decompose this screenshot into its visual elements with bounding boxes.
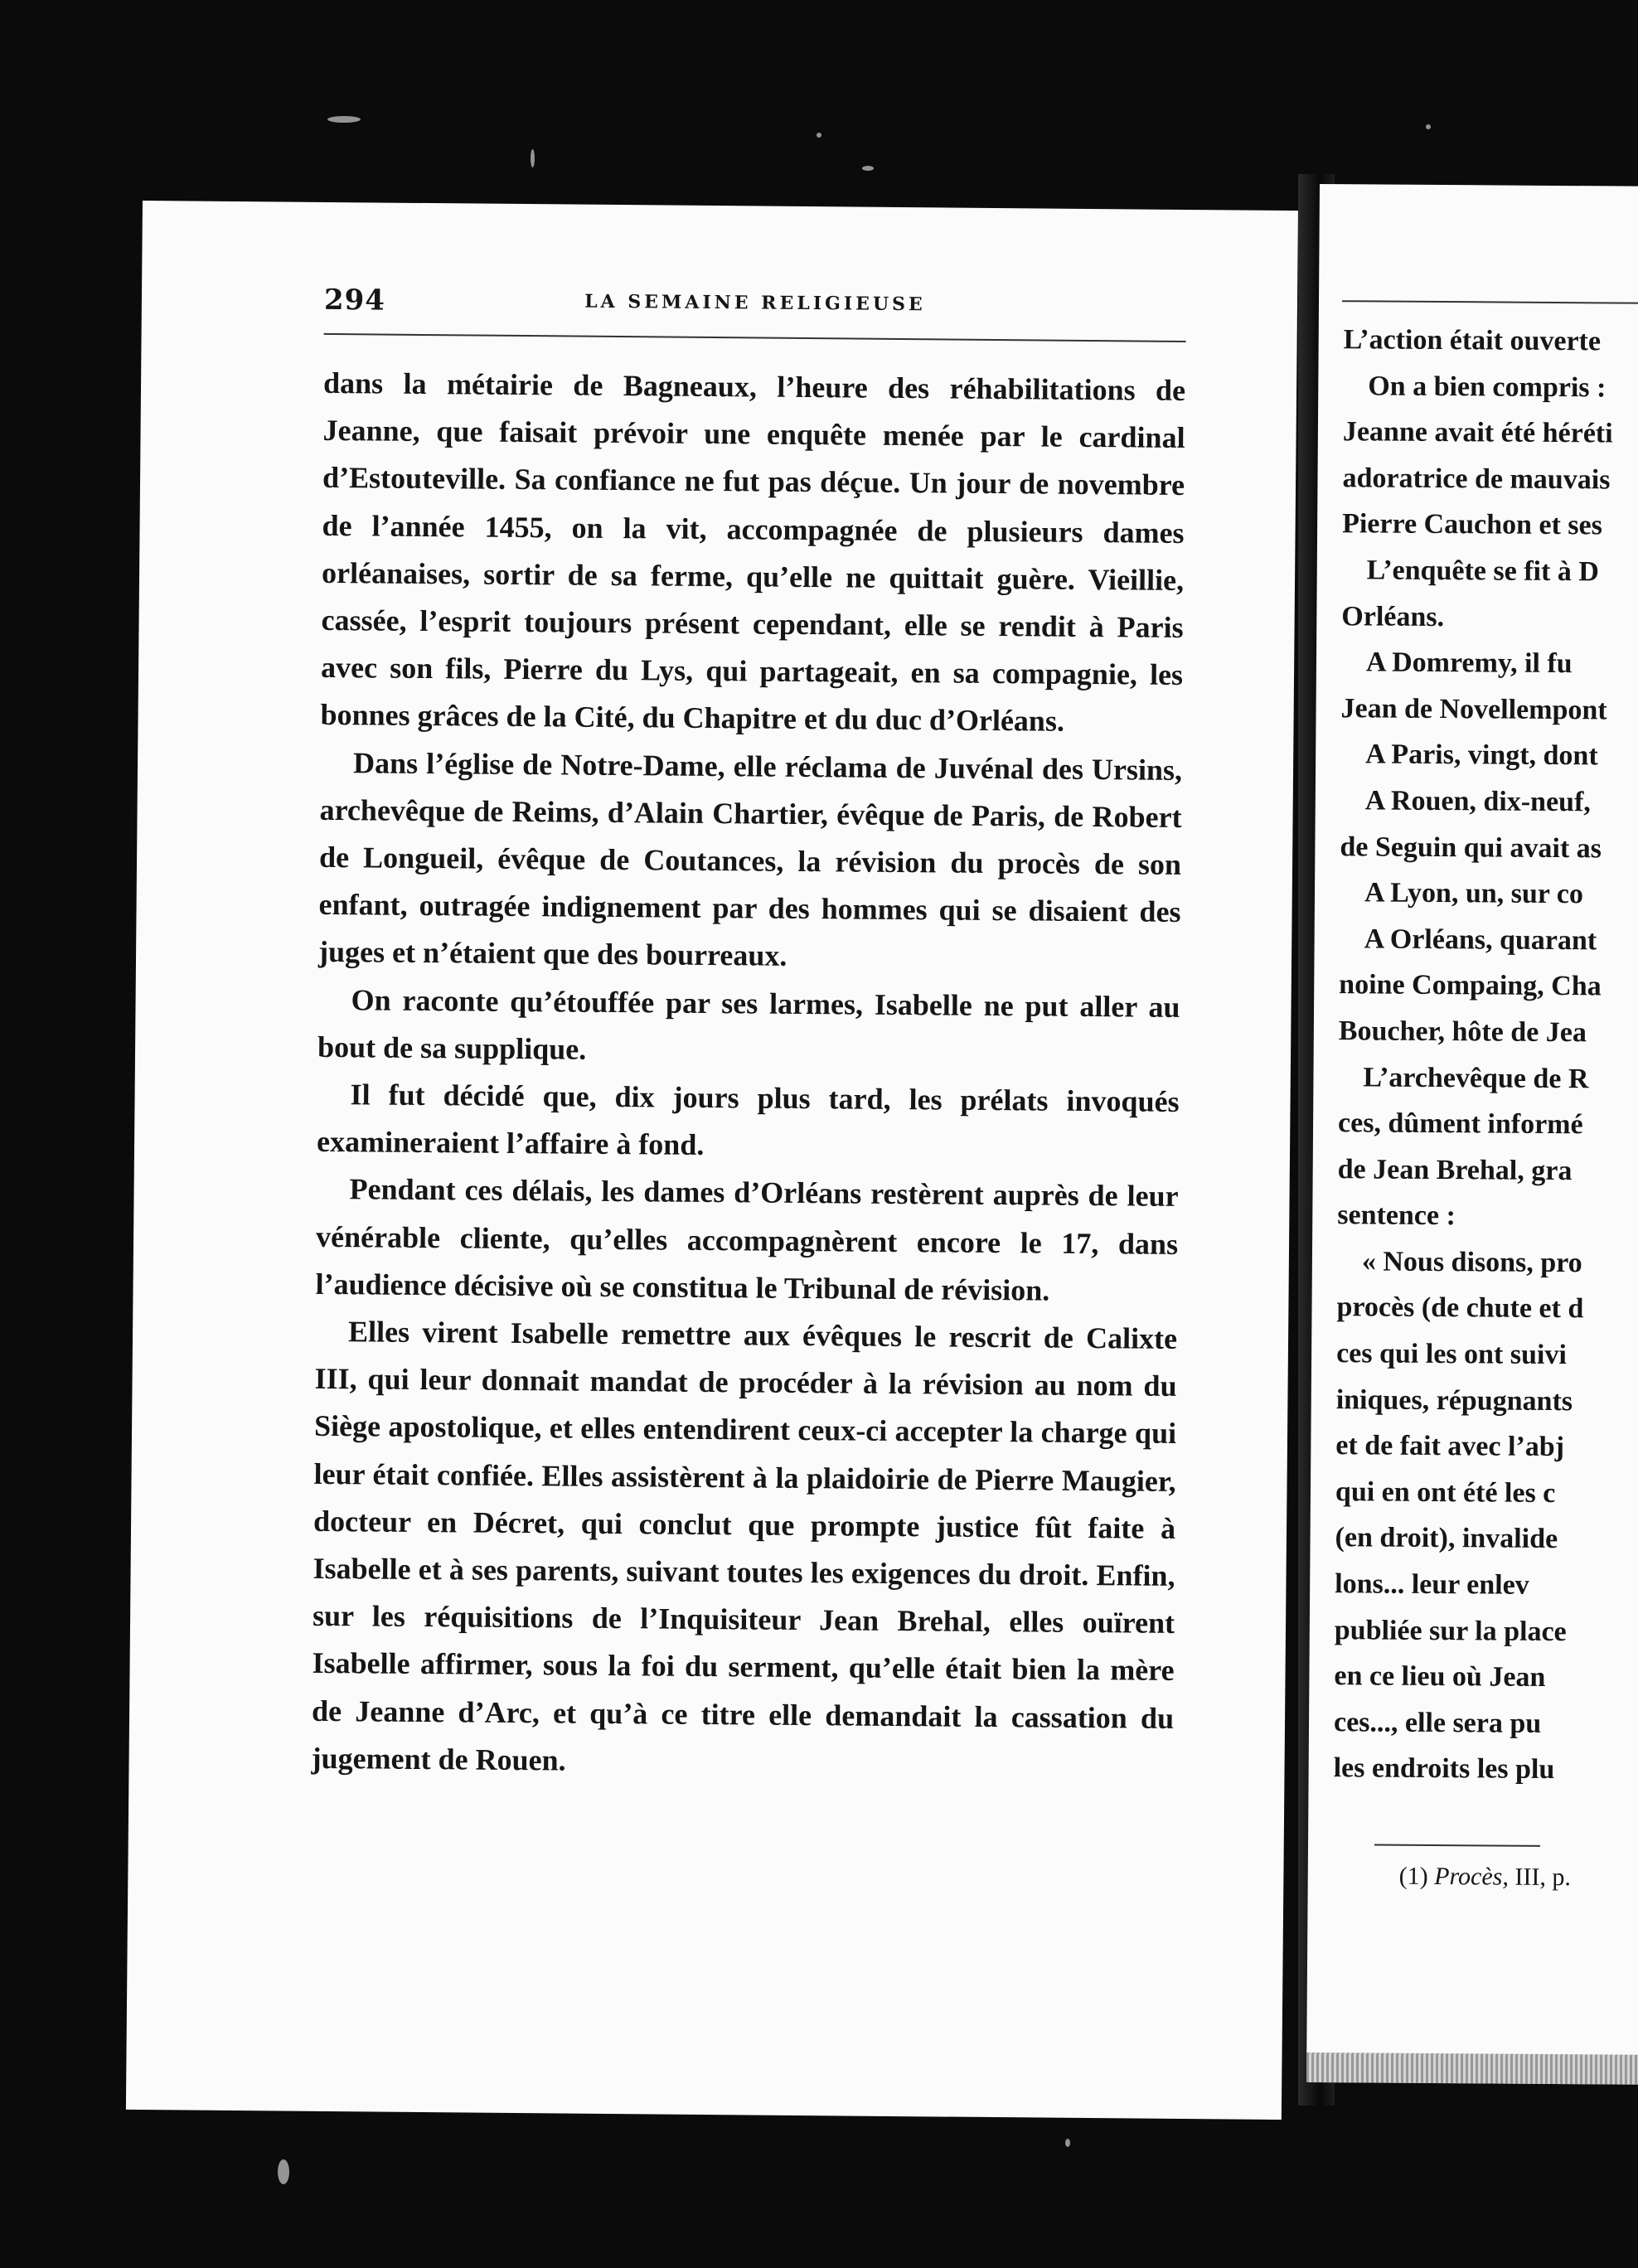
footnote — [1399, 1863, 1571, 1892]
text-line: ces, dûment informé — [1337, 1107, 1583, 1141]
header-rule — [324, 333, 1186, 342]
running-head — [324, 277, 1186, 334]
scan-dust — [1426, 124, 1431, 129]
text-line: On a bien compris : — [1368, 371, 1606, 404]
text-line: les endroits les plu — [1333, 1752, 1555, 1786]
footnote-rule — [1374, 1844, 1540, 1847]
paragraph: dans la métairie de Bagneaux, l’heure des réhabilitations de Jeanne, que faisait prévoir une enquête menée par le cardinal d’Estouteville. Sa confiance ne fut pas déçue. Un jour de novembre de l’année 1455, on la vit, accompagnée de plusieurs dames orléanaises, sortir de sa ferme, qu’elle ne quittait guère. Vieillie, cassée, l’esprit toujours présent cependant, elle se rendit à Paris avec son fils, Pierre du Lys, qui partageait, en sa compagnie, les bonnes grâces de la Cité, du Chapitre et du duc d’Orléans. — [320, 366, 1186, 739]
journal-title: LA SEMAINE RELIGIEUSE — [584, 290, 926, 316]
text-line: Pierre Cauchon et ses — [1342, 508, 1603, 541]
scan-dust — [817, 133, 821, 138]
text-line: de Seguin qui avait as — [1340, 831, 1602, 864]
right-page-text — [1333, 317, 1638, 1796]
text-line: « Nous disons, pro — [1361, 1246, 1582, 1279]
paragraph: On raconte qu’étouffée par ses larmes, Isabelle ne put aller au bout de sa supplique. — [317, 982, 1180, 1066]
text-line: publiée sur la place — [1334, 1614, 1567, 1647]
scan-dust — [862, 166, 874, 171]
paragraph: Elles virent Isabelle remettre aux évêques le rescrit de Calixte III, qui leur donnait mandat de procéder à la révision au nom du Siège apostolique, et elles entendirent ceux-ci accepter la charge qui leur était confiée. Elles assistèrent à la plaidoirie de Pierre Maugier, docteur en Décret, qui conclut que prompte justice fût faite à Isabelle et à ses parents, suivant toutes les exigences du droit. Enfin, sur les réquisitions de l’Inquisiteur Jean Brehal, elles ouïrent Isabelle affirmer, sous la foi du serment, qu’elle était bien la mère de Jeanne d’Arc, et qu’à ce titre elle demandait la cassation du jugement de Rouen. — [311, 1315, 1178, 1777]
text-line: A Orléans, quarant — [1364, 923, 1597, 957]
text-line: A Paris, vingt, dont — [1365, 739, 1598, 772]
footnote-source: Procès, — [1434, 1863, 1510, 1891]
text-line: Boucher, hôte de Jea — [1338, 1015, 1587, 1049]
text-line: Orléans. — [1341, 600, 1445, 632]
left-page — [126, 201, 1298, 2120]
text-line: adoratrice de mauvais — [1342, 462, 1611, 496]
text-line: (en droit), invalide — [1335, 1522, 1558, 1555]
text-line: de Jean Brehal, gra — [1337, 1153, 1573, 1186]
text-line: L’enquête se fit à D — [1366, 555, 1600, 588]
header-rule — [1342, 300, 1638, 304]
text-line: qui en ont été les c — [1335, 1476, 1556, 1509]
scan-dust — [278, 2159, 289, 2184]
scan-dust — [531, 149, 535, 167]
text-line: ces qui les ont suivi — [1336, 1338, 1567, 1371]
footnote-reference: III, p. — [1514, 1863, 1572, 1892]
right-page — [1306, 184, 1638, 2085]
text-line: A Lyon, un, sur co — [1364, 877, 1584, 910]
paragraph: Dans l’église de Notre-Dame, elle réclama de Juvénal des Ursins, archevêque de Reims, d’Alain Chartier, évêque de Paris, de Robert de Longueil, évêque de Coutances, la révision du procès de son enfant, outragée indignement par des hommes qui se disaient des juges et n’étaient que des bourreaux. — [317, 745, 1183, 973]
paragraph: Pendant ces délais, les dames d’Orléans restèrent auprès de leur vénérable cliente, qu’elles accompagnèrent encore le 17, dans l’audience décisive où se constitua le Tribunal de révision. — [315, 1172, 1179, 1307]
text-line: en ce lieu où Jean — [1334, 1660, 1546, 1694]
text-line: lons... leur enlev — [1335, 1568, 1529, 1601]
body-text — [311, 360, 1185, 1790]
scan-dust — [327, 116, 361, 123]
text-line: A Domremy, il fu — [1365, 647, 1573, 680]
text-line: sentence : — [1337, 1199, 1456, 1232]
footnote-number: (1) — [1398, 1862, 1428, 1890]
paragraph: Il fut décidé que, dix jours plus tard, les prélats invoqués examineraient l’affaire à fond. — [316, 1078, 1180, 1162]
text-line: Jean de Novellempont — [1340, 692, 1607, 726]
text-line: iniques, répugnants — [1335, 1384, 1573, 1417]
text-line: ces..., elle sera pu — [1333, 1706, 1542, 1739]
page-number: 294 — [323, 283, 386, 317]
text-line: et de fait avec l’abj — [1335, 1430, 1565, 1463]
text-line: Jeanne avait été héréti — [1342, 416, 1613, 449]
binding-edge — [1306, 2052, 1638, 2085]
scan-dust — [1065, 2139, 1070, 2147]
text-line: procès (de chute et d — [1336, 1292, 1584, 1325]
text-line: L’archevêque de R — [1363, 1061, 1589, 1094]
text-line: noine Compaing, Cha — [1339, 969, 1602, 1002]
text-line: L’action était ouverte — [1343, 324, 1602, 357]
text-line: A Rouen, dix-neuf, — [1364, 785, 1591, 818]
